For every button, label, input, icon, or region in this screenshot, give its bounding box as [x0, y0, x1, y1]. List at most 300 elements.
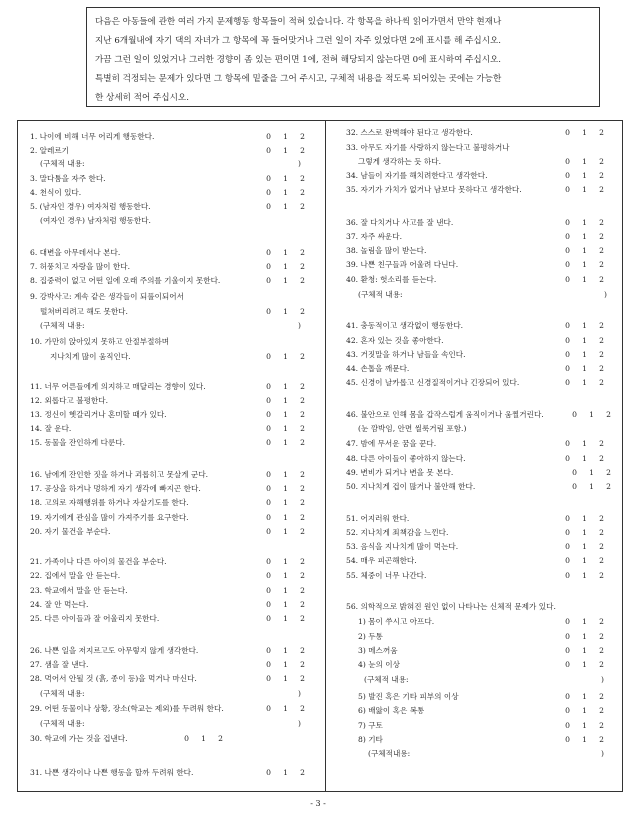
- question-item: [346, 230, 618, 243]
- question-item: [30, 496, 320, 509]
- score-option-0[interactable]: 0: [266, 174, 271, 183]
- score-option-1[interactable]: 1: [283, 132, 288, 141]
- question-item: [30, 612, 320, 625]
- score-options: [559, 183, 610, 196]
- score-option-0[interactable]: 0: [565, 232, 570, 241]
- score-options: [559, 690, 610, 703]
- score-options: [260, 658, 311, 671]
- score-option-1[interactable]: 1: [582, 542, 587, 551]
- question-text: 56. 의학적으로 밝혀진 원인 없이 나타나는 신체적 문제가 있다.: [346, 602, 556, 611]
- score-options: [559, 733, 610, 746]
- score-option-2[interactable]: 2: [300, 600, 305, 609]
- score-option-0[interactable]: 0: [266, 674, 271, 683]
- score-option-0[interactable]: 0: [572, 410, 577, 419]
- question-item: [30, 732, 320, 745]
- score-option-1[interactable]: 1: [283, 396, 288, 405]
- question-item: [346, 216, 618, 229]
- score-option-2[interactable]: 2: [599, 260, 604, 269]
- score-option-1[interactable]: 1: [582, 260, 587, 269]
- score-options: [260, 612, 311, 625]
- score-option-1[interactable]: 1: [582, 721, 587, 730]
- score-option-2[interactable]: 2: [300, 132, 305, 141]
- question-item: [30, 394, 320, 407]
- score-option-1[interactable]: 1: [283, 527, 288, 536]
- score-option-0[interactable]: 0: [266, 352, 271, 361]
- score-option-1[interactable]: 1: [283, 513, 288, 522]
- score-option-0[interactable]: 0: [266, 262, 271, 271]
- question-item: [346, 658, 618, 671]
- score-option-2[interactable]: 2: [300, 438, 305, 447]
- question-text: 35. 자기가 가치가 없거나 남보다 못하다고 생각한다.: [346, 185, 522, 194]
- score-option-2[interactable]: 2: [599, 439, 604, 448]
- score-option-1[interactable]: 1: [582, 528, 587, 537]
- question-item: [30, 350, 320, 363]
- score-option-1[interactable]: 1: [283, 248, 288, 257]
- question-text: 32. 스스로 완벽해야 된다고 생각한다.: [346, 128, 473, 137]
- score-option-2[interactable]: 2: [599, 364, 604, 373]
- score-option-2[interactable]: 2: [218, 734, 223, 743]
- score-option-1[interactable]: 1: [283, 262, 288, 271]
- score-option-2[interactable]: 2: [300, 614, 305, 623]
- score-option-2[interactable]: 2: [300, 484, 305, 493]
- score-option-2[interactable]: 2: [300, 571, 305, 580]
- question-item: [30, 436, 320, 449]
- score-option-2[interactable]: 2: [599, 646, 604, 655]
- score-option-0[interactable]: 0: [565, 128, 570, 137]
- question-item: [30, 672, 320, 685]
- score-option-1[interactable]: 1: [582, 378, 587, 387]
- score-option-0[interactable]: 0: [266, 527, 271, 536]
- score-option-1[interactable]: 1: [582, 364, 587, 373]
- score-option-1[interactable]: 1: [283, 352, 288, 361]
- score-option-1[interactable]: 1: [283, 674, 288, 683]
- score-option-2[interactable]: 2: [599, 171, 604, 180]
- question-text: 2) 두통: [358, 632, 383, 641]
- question-text: 55. 체중이 너무 나간다.: [346, 571, 427, 580]
- score-option-0[interactable]: 0: [266, 424, 271, 433]
- question-text: 3. 말다툼을 자주 한다.: [30, 174, 106, 183]
- score-option-2[interactable]: 2: [300, 586, 305, 595]
- score-option-1[interactable]: 1: [582, 232, 587, 241]
- score-option-1[interactable]: 1: [582, 171, 587, 180]
- score-option-2[interactable]: 2: [300, 352, 305, 361]
- score-options: [566, 480, 617, 493]
- score-option-2[interactable]: 2: [599, 246, 604, 255]
- question-item: [346, 600, 618, 613]
- score-option-0[interactable]: 0: [565, 514, 570, 523]
- score-option-0[interactable]: 0: [266, 600, 271, 609]
- score-options: [260, 172, 311, 185]
- score-options: [559, 554, 610, 567]
- score-options: [260, 569, 311, 582]
- score-option-2[interactable]: 2: [300, 262, 305, 271]
- question-text: (구체적 내용:: [40, 719, 85, 728]
- score-option-2[interactable]: 2: [599, 185, 604, 194]
- score-option-1[interactable]: 1: [582, 439, 587, 448]
- score-option-1[interactable]: 1: [582, 692, 587, 701]
- score-option-1[interactable]: 1: [582, 275, 587, 284]
- score-options: [559, 704, 610, 717]
- score-option-1[interactable]: 1: [582, 128, 587, 137]
- question-text: 43. 거짓말을 하거나 남들을 속인다.: [346, 350, 466, 359]
- score-option-0[interactable]: 0: [266, 557, 271, 566]
- question-text: 16. 남에게 잔인한 짓을 하거나 괴롭히고 못살게 군다.: [30, 470, 209, 479]
- score-option-0[interactable]: 0: [266, 276, 271, 285]
- question-text: 27. 샘을 잘 낸다.: [30, 660, 89, 669]
- score-option-1[interactable]: 1: [283, 484, 288, 493]
- question-item: [346, 569, 618, 582]
- score-option-0[interactable]: 0: [266, 586, 271, 595]
- score-option-2[interactable]: 2: [599, 617, 604, 626]
- question-text: 6) 배앓이 혹은 복통: [358, 706, 425, 715]
- question-item: [30, 482, 320, 495]
- score-option-1[interactable]: 1: [283, 557, 288, 566]
- question-item: [30, 702, 320, 715]
- score-option-1[interactable]: 1: [283, 660, 288, 669]
- question-text: (구체적 내용:: [40, 159, 85, 168]
- score-option-0[interactable]: 0: [266, 438, 271, 447]
- score-option-1[interactable]: 1: [582, 157, 587, 166]
- score-option-1[interactable]: 1: [589, 482, 594, 491]
- question-item: [30, 172, 320, 185]
- question-item: [346, 288, 618, 301]
- score-option-0[interactable]: 0: [184, 734, 189, 743]
- score-option-0[interactable]: 0: [266, 132, 271, 141]
- question-item: [30, 274, 320, 287]
- question-item: [346, 362, 618, 375]
- score-option-0[interactable]: 0: [565, 617, 570, 626]
- score-option-0[interactable]: 0: [565, 454, 570, 463]
- score-option-0[interactable]: 0: [266, 146, 271, 155]
- score-option-1[interactable]: 1: [589, 468, 594, 477]
- score-option-0[interactable]: 0: [565, 350, 570, 359]
- score-option-2[interactable]: 2: [300, 557, 305, 566]
- score-option-1[interactable]: 1: [283, 498, 288, 507]
- score-options: [559, 230, 610, 243]
- score-option-0[interactable]: 0: [266, 768, 271, 777]
- score-option-2[interactable]: 2: [300, 307, 305, 316]
- score-option-2[interactable]: 2: [300, 382, 305, 391]
- score-option-0[interactable]: 0: [565, 260, 570, 269]
- score-option-1[interactable]: 1: [283, 600, 288, 609]
- score-option-1[interactable]: 1: [283, 382, 288, 391]
- score-option-1[interactable]: 1: [582, 660, 587, 669]
- score-options: [559, 540, 610, 553]
- score-option-2[interactable]: 2: [599, 735, 604, 744]
- score-option-2[interactable]: 2: [599, 336, 604, 345]
- score-option-0[interactable]: 0: [266, 571, 271, 580]
- score-option-0[interactable]: 0: [266, 188, 271, 197]
- question-text: 그렇게 생각하는 듯 하다.: [358, 157, 442, 166]
- score-option-1[interactable]: 1: [283, 188, 288, 197]
- score-option-2[interactable]: 2: [300, 674, 305, 683]
- score-option-0[interactable]: 0: [565, 556, 570, 565]
- score-option-2[interactable]: 2: [599, 321, 604, 330]
- score-option-1[interactable]: 1: [283, 704, 288, 713]
- question-text: 12. 외롭다고 불평한다.: [30, 396, 109, 405]
- score-options: [178, 732, 229, 745]
- question-item: [346, 512, 618, 525]
- question-text: (구체적 내용:: [40, 321, 85, 330]
- score-option-0[interactable]: 0: [565, 528, 570, 537]
- question-text: 29. 어떤 동물이나 상황, 장소(학교는 제외)를 두려워 한다.: [30, 704, 224, 713]
- question-item: [30, 319, 320, 332]
- score-option-0[interactable]: 0: [572, 482, 577, 491]
- score-option-0[interactable]: 0: [266, 410, 271, 419]
- score-option-2[interactable]: 2: [599, 706, 604, 715]
- question-item: [30, 200, 320, 213]
- score-option-2[interactable]: 2: [606, 410, 611, 419]
- score-option-0[interactable]: 0: [565, 721, 570, 730]
- score-option-0[interactable]: 0: [565, 157, 570, 166]
- score-option-1[interactable]: 1: [582, 185, 587, 194]
- question-text: 20. 자기 물건을 부순다.: [30, 527, 111, 536]
- score-option-0[interactable]: 0: [565, 218, 570, 227]
- score-option-2[interactable]: 2: [300, 202, 305, 211]
- score-option-0[interactable]: 0: [565, 692, 570, 701]
- score-options: [260, 436, 311, 449]
- question-item: [346, 747, 618, 760]
- question-item: [346, 719, 618, 732]
- score-option-0[interactable]: 0: [266, 202, 271, 211]
- score-option-2[interactable]: 2: [599, 157, 604, 166]
- score-option-2[interactable]: 2: [300, 470, 305, 479]
- score-option-0[interactable]: 0: [565, 646, 570, 655]
- question-text: 9. 강박사고: 계속 같은 생각들이 되풀이되어서: [30, 292, 184, 301]
- score-option-1[interactable]: 1: [283, 276, 288, 285]
- score-option-0[interactable]: 0: [266, 614, 271, 623]
- score-option-0[interactable]: 0: [266, 498, 271, 507]
- score-option-2[interactable]: 2: [300, 660, 305, 669]
- score-option-1[interactable]: 1: [582, 571, 587, 580]
- question-item: [346, 258, 618, 271]
- question-text: 4. 천식이 있다.: [30, 188, 82, 197]
- question-item: [30, 157, 320, 170]
- instruction-line: 다음은 아동들에 관한 여러 가지 문제행동 항목들이 적혀 있습니다. 각 항목을 하나씩 읽어가면서 만약 현재나: [95, 17, 502, 27]
- score-option-1[interactable]: 1: [283, 307, 288, 316]
- question-text: 13. 정신이 헷갈리거나 혼미할 때가 있다.: [30, 410, 167, 419]
- question-text: (구체적내용:: [368, 749, 411, 758]
- score-options: [559, 258, 610, 271]
- question-item: [346, 733, 618, 746]
- score-option-2[interactable]: 2: [599, 721, 604, 730]
- score-option-2[interactable]: 2: [300, 276, 305, 285]
- question-text: 30. 학교에 가는 것을 겁낸다.: [30, 734, 128, 743]
- score-option-1[interactable]: 1: [582, 321, 587, 330]
- score-option-0[interactable]: 0: [572, 468, 577, 477]
- score-option-0[interactable]: 0: [565, 378, 570, 387]
- question-item: [30, 584, 320, 597]
- score-options: [559, 630, 610, 643]
- score-option-0[interactable]: 0: [565, 185, 570, 194]
- score-option-1[interactable]: 1: [283, 174, 288, 183]
- score-option-2[interactable]: 2: [599, 454, 604, 463]
- score-option-1[interactable]: 1: [582, 246, 587, 255]
- score-options: [260, 496, 311, 509]
- score-options: [260, 525, 311, 538]
- score-option-0[interactable]: 0: [565, 439, 570, 448]
- score-option-2[interactable]: 2: [606, 468, 611, 477]
- score-option-0[interactable]: 0: [266, 248, 271, 257]
- score-option-1[interactable]: 1: [582, 706, 587, 715]
- score-option-2[interactable]: 2: [599, 232, 604, 241]
- question-item: [30, 290, 320, 303]
- score-option-0[interactable]: 0: [266, 470, 271, 479]
- score-option-0[interactable]: 0: [266, 484, 271, 493]
- score-option-2[interactable]: 2: [300, 410, 305, 419]
- score-option-1[interactable]: 1: [283, 202, 288, 211]
- score-options: [260, 644, 311, 657]
- score-option-2[interactable]: 2: [599, 350, 604, 359]
- question-item: [30, 717, 320, 730]
- score-option-2[interactable]: 2: [599, 275, 604, 284]
- score-option-1[interactable]: 1: [582, 646, 587, 655]
- score-option-1[interactable]: 1: [582, 218, 587, 227]
- score-options: [260, 200, 311, 213]
- score-option-2[interactable]: 2: [599, 660, 604, 669]
- score-options: [559, 615, 610, 628]
- score-option-1[interactable]: 1: [582, 556, 587, 565]
- score-option-2[interactable]: 2: [599, 528, 604, 537]
- score-option-2[interactable]: 2: [300, 188, 305, 197]
- score-option-2[interactable]: 2: [300, 396, 305, 405]
- score-option-0[interactable]: 0: [565, 246, 570, 255]
- question-text: 45. 신경이 날카롭고 신경질적이거나 긴장되어 있다.: [346, 378, 520, 387]
- score-option-2[interactable]: 2: [599, 692, 604, 701]
- question-item: [346, 466, 618, 479]
- score-option-2[interactable]: 2: [606, 482, 611, 491]
- score-option-0[interactable]: 0: [565, 542, 570, 551]
- score-option-1[interactable]: 1: [582, 514, 587, 523]
- score-option-2[interactable]: 2: [599, 556, 604, 565]
- score-option-1[interactable]: 1: [283, 410, 288, 419]
- score-options: [260, 511, 311, 524]
- score-options: [260, 482, 311, 495]
- question-item: [346, 526, 618, 539]
- score-option-1[interactable]: 1: [283, 614, 288, 623]
- question-item: [30, 569, 320, 582]
- score-option-1[interactable]: 1: [283, 424, 288, 433]
- score-option-1[interactable]: 1: [582, 735, 587, 744]
- score-option-1[interactable]: 1: [283, 768, 288, 777]
- question-text: 21. 가족이나 다른 아이의 물건을 부순다.: [30, 557, 167, 566]
- question-item: [346, 704, 618, 717]
- score-options: [260, 246, 311, 259]
- score-option-1[interactable]: 1: [283, 571, 288, 580]
- score-option-1[interactable]: 1: [201, 734, 206, 743]
- score-option-0[interactable]: 0: [266, 513, 271, 522]
- score-options: [559, 273, 610, 286]
- question-text: (구체적 내용:: [364, 675, 409, 684]
- question-item: [30, 468, 320, 481]
- score-option-2[interactable]: 2: [300, 174, 305, 183]
- question-item: [30, 766, 320, 779]
- score-options: [559, 644, 610, 657]
- score-option-0[interactable]: 0: [565, 336, 570, 345]
- score-option-1[interactable]: 1: [283, 586, 288, 595]
- question-item: [346, 690, 618, 703]
- score-option-2[interactable]: 2: [599, 514, 604, 523]
- score-options: [260, 702, 311, 715]
- score-option-0[interactable]: 0: [266, 646, 271, 655]
- score-option-1[interactable]: 1: [589, 410, 594, 419]
- question-text: 54. 매우 피곤해한다.: [346, 556, 417, 565]
- score-option-0[interactable]: 0: [565, 660, 570, 669]
- score-option-0[interactable]: 0: [565, 321, 570, 330]
- score-option-1[interactable]: 1: [283, 646, 288, 655]
- score-option-1[interactable]: 1: [582, 350, 587, 359]
- score-option-2[interactable]: 2: [300, 146, 305, 155]
- score-options: [559, 216, 610, 229]
- question-item: [346, 334, 618, 347]
- score-option-2[interactable]: 2: [300, 704, 305, 713]
- score-option-2[interactable]: 2: [599, 378, 604, 387]
- score-option-2[interactable]: 2: [599, 542, 604, 551]
- question-item: [346, 169, 618, 182]
- question-item: [346, 244, 618, 257]
- score-option-0[interactable]: 0: [565, 364, 570, 373]
- question-text: 5) 발진 혹은 기타 피부의 이상: [358, 692, 459, 701]
- question-text: 지나치게 많이 움직인다.: [50, 352, 131, 361]
- score-option-2[interactable]: 2: [300, 768, 305, 777]
- question-text: 31. 나쁜 생각이나 나쁜 행동을 할까 두려워 한다.: [30, 768, 194, 777]
- score-option-2[interactable]: 2: [599, 632, 604, 641]
- score-option-1[interactable]: 1: [582, 617, 587, 626]
- score-option-0[interactable]: 0: [565, 571, 570, 580]
- score-option-2[interactable]: 2: [300, 424, 305, 433]
- score-option-1[interactable]: 1: [582, 336, 587, 345]
- score-option-1[interactable]: 1: [283, 146, 288, 155]
- question-text: 26. 나쁜 일을 저지르고도 아무렇지 않게 생각한다.: [30, 646, 199, 655]
- score-option-0[interactable]: 0: [565, 706, 570, 715]
- question-text: 51. 어지러워 한다.: [346, 514, 410, 523]
- score-option-0[interactable]: 0: [565, 735, 570, 744]
- question-text: 46. 불안으로 인해 몸을 갑작스럽게 움직이거나 움찔거린다.: [346, 410, 544, 419]
- score-options: [559, 512, 610, 525]
- detail-close-paren: ): [601, 749, 604, 758]
- score-option-1[interactable]: 1: [283, 470, 288, 479]
- question-text: 23. 학교에서 말을 안 듣는다.: [30, 586, 128, 595]
- score-option-1[interactable]: 1: [582, 454, 587, 463]
- instruction-line: 지난 6개월내에 자기 댁의 자녀가 그 항목에 꼭 들어맞거나 그런 일이 자주 있었다면 2에 표시를 해 주십시오.: [95, 36, 502, 46]
- score-option-0[interactable]: 0: [565, 632, 570, 641]
- score-option-2[interactable]: 2: [300, 248, 305, 257]
- question-item: [346, 452, 618, 465]
- score-option-0[interactable]: 0: [266, 660, 271, 669]
- score-option-0[interactable]: 0: [266, 382, 271, 391]
- score-options: [260, 408, 311, 421]
- question-text: 6. 대변을 아무데서나 본다.: [30, 248, 121, 257]
- score-option-2[interactable]: 2: [599, 128, 604, 137]
- score-option-1[interactable]: 1: [582, 632, 587, 641]
- score-option-2[interactable]: 2: [300, 646, 305, 655]
- score-option-1[interactable]: 1: [283, 438, 288, 447]
- score-option-0[interactable]: 0: [266, 396, 271, 405]
- score-option-2[interactable]: 2: [599, 571, 604, 580]
- score-option-0[interactable]: 0: [266, 307, 271, 316]
- score-options: [260, 305, 311, 318]
- score-option-0[interactable]: 0: [565, 275, 570, 284]
- score-option-2[interactable]: 2: [599, 218, 604, 227]
- instruction-line: 한 상세히 적어 주십시오.: [95, 93, 189, 103]
- question-item: [30, 687, 320, 700]
- score-option-0[interactable]: 0: [565, 171, 570, 180]
- score-option-2[interactable]: 2: [300, 498, 305, 507]
- score-option-2[interactable]: 2: [300, 513, 305, 522]
- score-option-0[interactable]: 0: [266, 704, 271, 713]
- score-option-2[interactable]: 2: [300, 527, 305, 536]
- question-item: [346, 673, 618, 686]
